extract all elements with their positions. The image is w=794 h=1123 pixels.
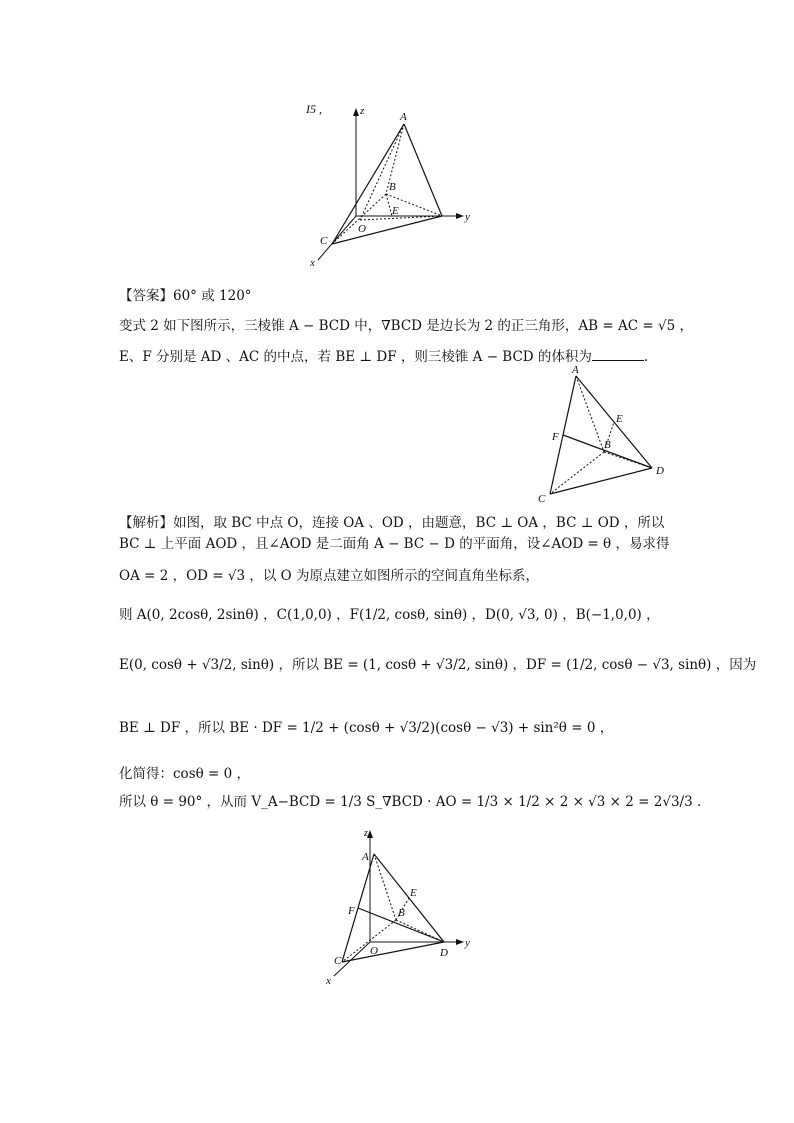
label-x: x: [326, 975, 331, 987]
solution-line-3: OA = 2 ，OD = √3 ，以 O 为原点建立如图所示的空间直角坐标系，: [119, 568, 540, 584]
solution-line-6: BE ⊥ DF ，所以 BE · DF = 1/2 + (cosθ + √3/2)(cosθ − √3) + sin²θ = 0 ，: [119, 720, 614, 736]
label-y: y: [465, 937, 470, 949]
problem-line-2-end: .: [643, 349, 649, 365]
label-O: O: [370, 945, 378, 957]
label-C: C: [538, 493, 546, 505]
problem-line-1: 变式 2 如下图所示，三棱锥 A − BCD 中，∇BCD 是边长为 2 的正三角形，AB = AC = √5 ，: [119, 318, 693, 334]
label-B: B: [398, 907, 405, 919]
label-F: F: [348, 905, 355, 917]
figure-3-tetrahedron: [320, 824, 480, 990]
label-E: E: [410, 887, 417, 899]
solution-line-1: 【解析】如图，取 BC 中点 O，连接 OA 、OD ，由题意，BC ⊥ OA ，BC ⊥ OD ，所以: [119, 515, 665, 531]
label-B: B: [389, 181, 396, 193]
figure-1-corner-mark: I5 ,: [306, 102, 322, 116]
label-y: y: [465, 211, 470, 223]
answer-line: 【答案】60° 或 120°: [119, 288, 252, 304]
label-B: B: [604, 439, 611, 451]
label-x: x: [310, 257, 315, 269]
label-E: E: [392, 205, 399, 217]
problem-line-2-text: E、F 分别是 AD 、AC 的中点，若 BE ⊥ DF ，则三棱锥 A − BCD 的体积为: [119, 349, 592, 365]
label-C: C: [334, 955, 342, 967]
label-z: z: [364, 828, 368, 839]
label-z: z: [360, 105, 365, 117]
figure-2-tetrahedron: [530, 362, 680, 510]
solution-line-5: E(0, cosθ + √3/2, sinθ) ，所以 BE = (1, cosθ + √3/2, sinθ) ，DF = (1/2, cosθ − √3, sinθ) ，因为: [119, 657, 757, 673]
label-O: O: [358, 223, 366, 235]
solution-line-4: 则 A(0, 2cosθ, 2sinθ) ，C(1,0,0) ，F(1/2, cosθ, sinθ) ，D(0, √3, 0) ，B(−1,0,0) ，: [119, 607, 660, 623]
solution-line-2: BC ⊥ 上平面 AOD ，且∠AOD 是二面角 A − BC − D 的平面角，设∠AOD = θ ，易求得: [119, 536, 670, 552]
solution-line-8: 所以 θ = 90° ，从而 V_A−BCD = 1/3 S_∇BCD · AO = 1/3 × 1/2 × 2 × √3 × 2 = 2√3/3 .: [119, 794, 702, 810]
label-A: A: [400, 111, 407, 123]
label-E: E: [616, 413, 623, 425]
figure-1-tetrahedron: [300, 98, 480, 270]
answer-blank: [592, 348, 644, 361]
label-D: D: [440, 947, 448, 959]
label-D: D: [656, 465, 664, 477]
label-C: C: [320, 235, 328, 247]
label-F: F: [552, 431, 559, 443]
label-A: A: [572, 364, 579, 376]
label-A: A: [362, 851, 369, 863]
solution-line-7: 化简得：cosθ = 0 ，: [119, 766, 251, 782]
